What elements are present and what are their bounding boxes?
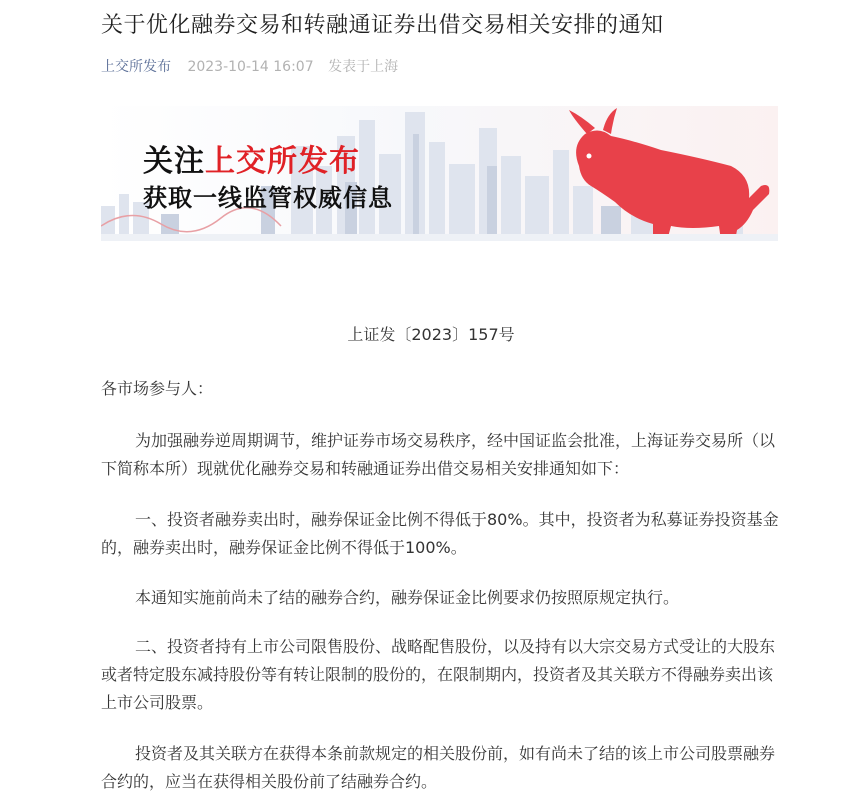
paragraph: 本通知实施前尚未了结的融券合约，融券保证金比例要求仍按照原规定执行。 (135, 588, 680, 607)
banner-headline-highlight: 上交所发布 (205, 144, 360, 179)
document-number: 上证发〔2023〕157号 (347, 325, 515, 344)
salutation: 各市场参与人： (101, 379, 214, 398)
paragraph: 为加强融券逆周期调节，维护证券市场交易秩序，经中国证监会批准，上海证券交易所（以下简称本所）现就优化融券交易和转融通证券出借交易相关安排通知如下： (101, 431, 776, 478)
paragraph: 一、投资者融券卖出时，融券保证金比例不得低于80%。其中，投资者为私募证券投资基金的，融券卖出时，融券保证金比例不得低于100%。 (101, 510, 779, 557)
banner-image (101, 106, 778, 241)
banner-headline-prefix: 关注 (143, 144, 205, 179)
publish-location: 发表于上海 (328, 59, 399, 75)
publish-time: 2023-10-14 16:07 (187, 59, 314, 75)
bull-icon (569, 108, 769, 241)
banner-headline (143, 136, 360, 180)
article-meta (101, 56, 398, 76)
paragraph: 二、投资者持有上市公司限售股份、战略配售股份，以及持有以大宗交易方式受让的大股东或者特定股东减持股份等有转让限制的股份的，在限制期内，投资者及其关联方不得融券卖出该上市公司股票。 (101, 637, 776, 712)
article-title: 关于优化融券交易和转融通证券出借交易相关安排的通知 (101, 13, 664, 38)
article-source-link[interactable]: 上交所发布 (101, 59, 171, 75)
banner-subline: 获取一线监管权威信息 (143, 184, 393, 212)
paragraph: 投资者及其关联方在获得本条前款规定的相关股份前，如有尚未了结的该上市公司股票融券合约的，应当在获得相关股份前了结融券合约。 (101, 744, 776, 791)
